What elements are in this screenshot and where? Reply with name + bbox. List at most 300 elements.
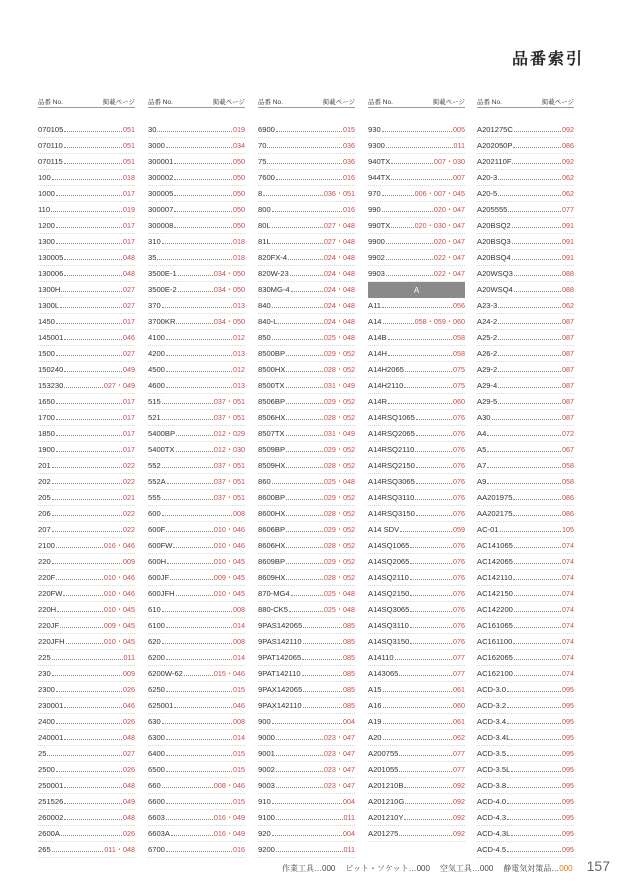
index-entry[interactable] [258,554,355,570]
index-entry[interactable] [477,362,574,378]
index-entry[interactable] [477,474,574,490]
index-entry[interactable] [38,410,135,426]
index-entry[interactable] [258,298,355,314]
index-entry[interactable] [258,698,355,714]
leader-dots [162,467,213,468]
index-entry[interactable] [38,570,135,586]
index-entry[interactable] [38,154,135,170]
index-entry[interactable] [368,682,465,698]
index-entry[interactable] [368,362,465,378]
index-entry[interactable] [477,586,574,602]
index-entry[interactable] [368,202,465,218]
index-entry[interactable] [368,618,465,634]
index-entry[interactable] [477,762,574,778]
index-entry[interactable] [38,666,135,682]
index-entry[interactable] [38,826,135,842]
leader-dots [507,819,561,820]
index-entry[interactable] [368,826,465,842]
index-entry[interactable] [148,554,245,570]
index-entry[interactable] [38,186,135,202]
page-ref: 085 [343,653,355,662]
index-entry[interactable] [148,202,245,218]
page-ref: 088 [562,285,574,294]
index-entry[interactable] [38,730,135,746]
index-entry[interactable] [368,266,465,282]
index-entry[interactable] [148,458,245,474]
index-entry[interactable] [477,522,574,538]
index-entry[interactable] [368,298,465,314]
part-number: A26-2 [477,349,498,358]
index-entry[interactable] [477,842,574,858]
index-entry[interactable] [258,154,355,170]
index-entry[interactable] [148,634,245,650]
index-entry[interactable] [258,570,355,586]
index-entry[interactable] [477,314,574,330]
index-entry[interactable] [368,330,465,346]
index-entry[interactable] [258,522,355,538]
part-number: A201275 [368,829,399,838]
index-entry[interactable] [38,298,135,314]
index-entry[interactable] [148,810,245,826]
index-entry[interactable] [368,538,465,554]
index-entry[interactable] [477,618,574,634]
index-entry[interactable] [477,266,574,282]
index-entry[interactable] [258,330,355,346]
column-header-part-no: 品番 No. [258,99,283,106]
index-entry[interactable] [368,650,465,666]
index-entry[interactable] [368,714,465,730]
leader-dots [507,755,561,756]
index-entry[interactable] [477,250,574,266]
leader-dots [410,579,452,580]
index-entry[interactable] [368,602,465,618]
index-entry[interactable] [38,634,135,650]
index-entry[interactable] [148,730,245,746]
index-entry[interactable] [368,378,465,394]
index-entry[interactable] [368,394,465,410]
index-entry[interactable] [38,794,135,810]
index-entry[interactable] [258,138,355,154]
index-entry[interactable] [477,170,574,186]
index-entry[interactable] [477,698,574,714]
index-entry[interactable] [148,122,245,138]
index-entry[interactable] [38,346,135,362]
index-entry[interactable] [148,570,245,586]
part-number: A14SQ3150 [368,637,410,646]
page-ref: 076 [453,509,465,518]
index-entry[interactable] [258,506,355,522]
index-entry[interactable] [258,842,355,858]
index-entry[interactable] [368,186,465,202]
index-entry[interactable] [477,410,574,426]
index-entry[interactable] [258,218,355,234]
index-entry[interactable] [38,554,135,570]
index-entry[interactable] [368,138,465,154]
index-entry[interactable] [258,426,355,442]
index-entry[interactable] [477,442,574,458]
index-entry[interactable] [38,698,135,714]
index-entry[interactable] [38,266,135,282]
page-ref: 010・045 [103,604,135,614]
index-entry[interactable] [368,778,465,794]
part-number: 9003 [258,781,275,790]
index-entry[interactable] [148,138,245,154]
leader-dots [56,195,122,196]
index-entry[interactable] [477,458,574,474]
index-entry[interactable] [477,778,574,794]
index-entry[interactable] [477,506,574,522]
index-entry[interactable] [258,234,355,250]
index-entry[interactable] [148,186,245,202]
index-entry[interactable] [38,378,135,394]
index-entry[interactable] [258,362,355,378]
index-entry[interactable] [38,586,135,602]
footer-item-esd[interactable] [503,863,572,874]
index-entry[interactable] [258,746,355,762]
page-ref: 027・048 [323,236,355,246]
leader-dots [404,787,452,788]
index-entry[interactable] [148,250,245,266]
index-entry[interactable] [368,442,465,458]
index-entry[interactable] [368,490,465,506]
index-entry[interactable] [368,666,465,682]
page-ref: 010・045 [213,588,245,598]
index-entry[interactable] [477,682,574,698]
index-entry[interactable] [148,826,245,842]
leader-dots [56,419,122,420]
index-entry[interactable] [148,778,245,794]
index-entry[interactable] [148,618,245,634]
index-entry[interactable] [477,426,574,442]
index-entry[interactable] [148,378,245,394]
index-entry[interactable] [477,490,574,506]
index-entry[interactable] [368,410,465,426]
index-entry[interactable] [258,666,355,682]
leader-dots [166,755,232,756]
part-number: A202050P [477,141,513,150]
index-entry[interactable] [258,794,355,810]
leader-dots [286,531,323,532]
index-entry[interactable] [477,538,574,554]
index-entry[interactable] [368,250,465,266]
index-entry[interactable] [368,234,465,250]
index-entry[interactable] [38,458,135,474]
index-entry[interactable] [148,698,245,714]
page-ref: 037・051 [213,476,245,486]
part-number: 880-CK5 [258,605,288,614]
index-entry[interactable] [38,682,135,698]
index-entry[interactable] [38,234,135,250]
index-entry[interactable] [38,538,135,554]
page-ref: 036 [343,141,355,150]
index-entry[interactable] [38,362,135,378]
index-entry[interactable] [368,634,465,650]
index-entry[interactable] [368,154,465,170]
leader-dots [498,403,561,404]
part-number: AC142200 [477,605,513,614]
leader-dots [511,771,561,772]
footer-item-bits[interactable]: ビット・ソケット…000 [345,864,430,873]
page-ref: 046 [233,701,245,710]
index-entry[interactable] [477,218,574,234]
index-entry[interactable] [38,522,135,538]
leader-dots [64,707,122,708]
index-entry[interactable] [38,778,135,794]
index-entry[interactable] [477,394,574,410]
index-entry[interactable] [148,522,245,538]
index-entry[interactable] [38,714,135,730]
index-entry[interactable] [38,250,135,266]
index-entry[interactable] [258,538,355,554]
index-entry[interactable] [368,218,465,234]
index-entry[interactable] [38,442,135,458]
index-entry[interactable] [477,666,574,682]
index-entry[interactable] [38,138,135,154]
index-entry[interactable] [477,298,574,314]
index-entry[interactable] [258,778,355,794]
index-entry[interactable] [38,330,135,346]
index-entry[interactable] [258,202,355,218]
index-entry[interactable] [368,810,465,826]
index-entry[interactable] [477,202,574,218]
index-entry[interactable] [148,234,245,250]
index-entry[interactable] [148,426,245,442]
index-entry[interactable] [148,682,245,698]
index-entry[interactable] [258,490,355,506]
page-ref: 031・049 [323,428,355,438]
index-entry[interactable] [258,762,355,778]
index-entry[interactable] [38,170,135,186]
index-entry[interactable] [38,810,135,826]
index-entry[interactable] [38,602,135,618]
index-entry[interactable] [148,506,245,522]
page-ref: 034・050 [213,284,245,294]
index-entry[interactable] [477,570,574,586]
index-entry[interactable] [368,762,465,778]
index-entry[interactable] [38,282,135,298]
leader-dots [487,435,561,436]
index-entry[interactable] [148,746,245,762]
index-entry[interactable] [258,186,355,202]
index-entry[interactable] [368,698,465,714]
index-entry[interactable] [368,346,465,362]
leader-dots [176,451,213,452]
index-entry[interactable] [148,394,245,410]
part-number: 6300 [148,733,165,742]
index-entry[interactable] [148,346,245,362]
index-entry[interactable] [477,794,574,810]
index-entry[interactable] [148,154,245,170]
page-ref: 027 [123,285,135,294]
page-ref: 023・047 [323,780,355,790]
index-entry[interactable] [477,810,574,826]
index-entry[interactable] [148,538,245,554]
index-entry[interactable] [368,458,465,474]
index-entry[interactable] [148,762,245,778]
index-entry[interactable] [477,138,574,154]
page-ref: 092 [453,829,465,838]
index-entry[interactable] [258,650,355,666]
index-entry[interactable] [477,746,574,762]
page-title: 品番索引 [511,49,584,68]
leader-dots [272,211,342,212]
index-entry[interactable] [38,762,135,778]
index-entry[interactable] [148,330,245,346]
index-entry[interactable] [477,602,574,618]
page-number: 157 [586,858,610,874]
index-entry[interactable] [38,490,135,506]
index-entry[interactable] [477,714,574,730]
index-entry[interactable] [148,218,245,234]
leader-dots [303,627,342,628]
leader-dots [174,163,232,164]
footer-item-air[interactable]: 空気工具…000 [439,864,494,873]
index-entry[interactable] [258,730,355,746]
index-entry[interactable] [258,602,355,618]
index-entry[interactable] [258,826,355,842]
index-entry[interactable] [38,746,135,762]
index-entry[interactable] [148,362,245,378]
index-entry[interactable] [148,266,245,282]
index-entry[interactable] [368,746,465,762]
index-entry[interactable] [477,634,574,650]
index-entry[interactable] [148,842,245,858]
index-entry[interactable] [38,202,135,218]
index-entry[interactable] [477,730,574,746]
leader-dots [166,147,232,148]
index-entry[interactable] [258,314,355,330]
index-entry[interactable] [368,506,465,522]
index-entry[interactable] [368,170,465,186]
index-entry[interactable] [368,122,465,138]
leader-dots [514,611,561,612]
part-number: 130005 [38,253,64,262]
index-entry[interactable] [368,314,465,330]
index-entry[interactable] [148,298,245,314]
index-entry[interactable] [38,426,135,442]
index-entry[interactable] [477,282,574,298]
page-ref: 009・045 [213,572,245,582]
leader-dots [386,259,433,260]
index-entry[interactable] [38,618,135,634]
index-entry[interactable] [148,666,245,682]
index-entry[interactable] [477,346,574,362]
index-entry[interactable] [368,426,465,442]
index-entry[interactable] [258,810,355,826]
part-number: A20 [368,733,382,742]
index-entry[interactable] [368,730,465,746]
index-entry[interactable] [258,682,355,698]
index-entry[interactable] [258,282,355,298]
index-entry[interactable] [368,794,465,810]
leader-dots [404,819,452,820]
index-entry[interactable] [148,490,245,506]
column-header [258,92,355,108]
index-entry[interactable] [148,170,245,186]
index-entry[interactable] [258,586,355,602]
index-entry[interactable] [477,378,574,394]
leader-dots [52,659,123,660]
part-number: A14B [368,333,387,342]
index-entry[interactable] [477,122,574,138]
index-entry[interactable] [258,170,355,186]
index-entry[interactable] [477,554,574,570]
index-entry[interactable] [368,474,465,490]
index-entry[interactable] [148,586,245,602]
index-entry[interactable] [477,234,574,250]
part-number: 300007 [148,205,174,214]
index-entry[interactable] [368,522,465,538]
index-entry[interactable] [148,794,245,810]
index-entry[interactable] [477,154,574,170]
index-entry[interactable] [148,282,245,298]
index-entry[interactable] [477,186,574,202]
index-entry[interactable] [148,314,245,330]
index-entry[interactable] [258,250,355,266]
leader-dots [184,675,213,676]
index-entry[interactable] [148,602,245,618]
index-entry[interactable] [258,442,355,458]
index-entry[interactable] [258,410,355,426]
index-entry[interactable] [148,650,245,666]
index-entry[interactable] [258,618,355,634]
part-number: AC162065 [477,653,513,662]
footer-item-tools[interactable]: 作業工具…000 [282,864,336,873]
index-entry[interactable] [38,474,135,490]
part-number: A14RSQ3110 [368,493,415,502]
leader-dots [388,355,452,356]
index-entry[interactable] [148,442,245,458]
index-entry[interactable] [38,218,135,234]
index-entry[interactable] [258,714,355,730]
page-ref: 028・052 [323,364,355,374]
page-ref: 085 [343,637,355,646]
part-number: A14R [368,397,387,406]
index-entry[interactable] [148,474,245,490]
index-entry[interactable] [477,650,574,666]
index-entry[interactable] [258,378,355,394]
part-number: AC162100 [477,669,513,678]
index-entry[interactable] [258,474,355,490]
index-entry[interactable] [258,346,355,362]
index-entry[interactable] [38,394,135,410]
part-number: 1000 [38,189,55,198]
index-entry[interactable] [258,266,355,282]
index-entry[interactable] [368,570,465,586]
index-entry[interactable] [38,506,135,522]
index-entry[interactable] [148,410,245,426]
part-number: 840 [258,301,271,310]
index-entry[interactable] [258,634,355,650]
index-entry[interactable] [258,458,355,474]
index-entry[interactable] [368,554,465,570]
index-entry[interactable] [38,650,135,666]
index-entry[interactable] [258,122,355,138]
index-entry[interactable] [477,826,574,842]
index-entry[interactable] [368,586,465,602]
page-ref: 008・046 [213,780,245,790]
leader-dots [498,195,561,196]
index-entry[interactable] [477,330,574,346]
index-entry[interactable] [38,314,135,330]
index-entry[interactable] [38,842,135,858]
part-number: 1200 [38,221,55,230]
index-entry[interactable] [148,714,245,730]
index-entry[interactable] [258,394,355,410]
part-number: 220H [38,605,57,614]
part-number: 930 [368,125,381,134]
index-entry[interactable] [38,122,135,138]
